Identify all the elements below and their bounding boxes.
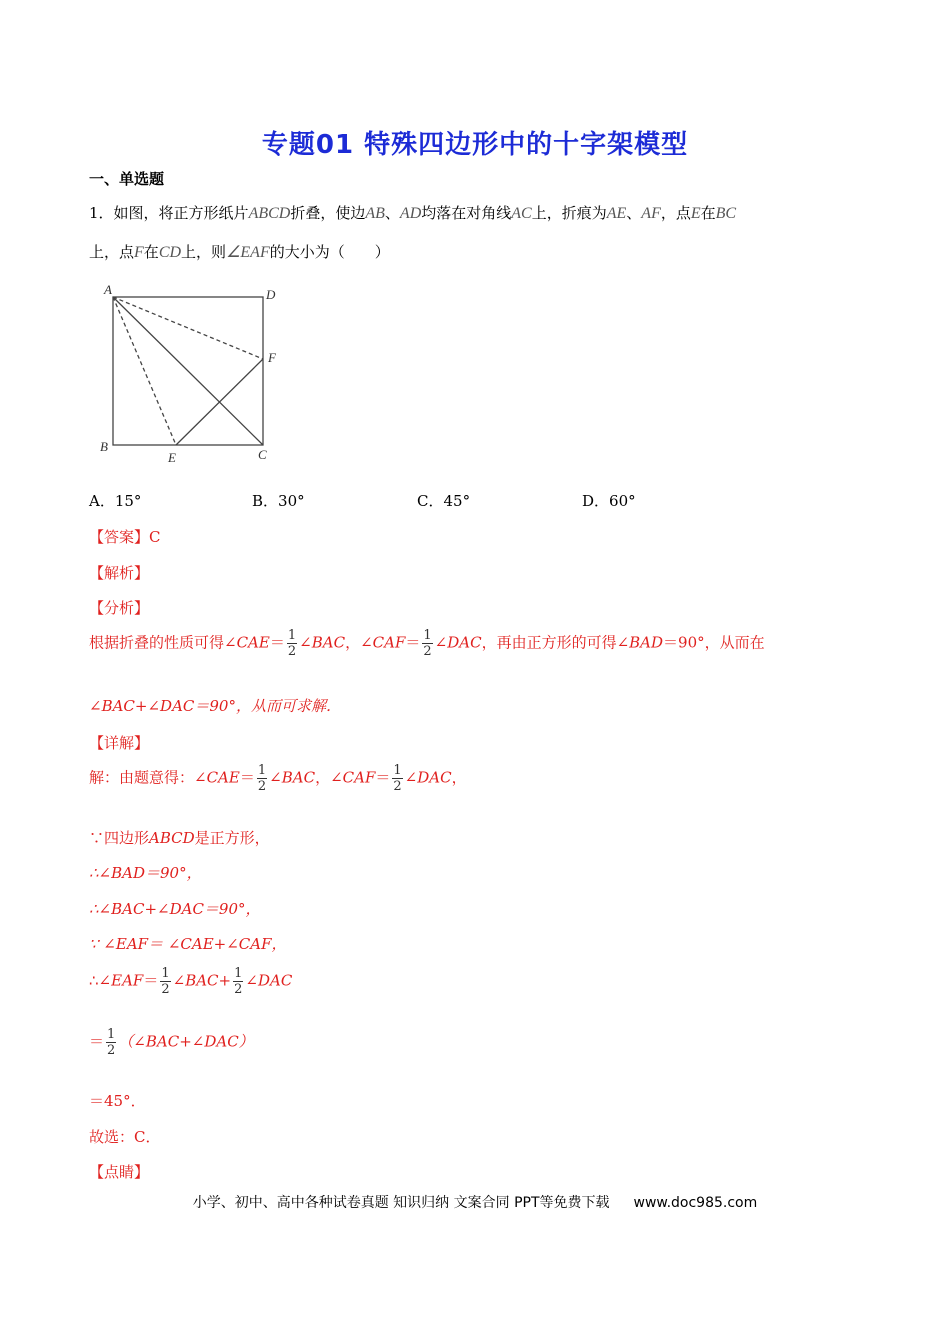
frac-num: 1: [161, 966, 170, 981]
label-d: D: [266, 287, 276, 302]
f-text: ＝: [269, 633, 285, 652]
option-value: 15°: [114, 492, 142, 510]
frac-den: 2: [287, 644, 297, 659]
option-letter: B．: [252, 492, 279, 510]
d-math: （∠BAC+∠DAC）: [118, 1032, 254, 1051]
frac-num: 1: [234, 966, 243, 981]
d-text: ＝: [375, 768, 391, 787]
f-math: CAF: [372, 633, 406, 652]
question-number: 1．: [89, 204, 114, 222]
fraction-half: [287, 628, 297, 659]
label-f: F: [268, 350, 276, 365]
section-heading: 一、单选题: [89, 170, 165, 188]
d-text: ∠: [404, 768, 418, 787]
fraction-half: [106, 1027, 116, 1058]
detail-line-8: ＝45°．: [89, 1092, 146, 1110]
f-text: 根据折叠的性质可得∠: [89, 633, 237, 652]
d-math: CAE: [206, 768, 240, 787]
math-abcd: ABCD: [248, 205, 291, 222]
math-cd: CD: [158, 244, 182, 261]
frac-num: 1: [423, 628, 432, 643]
detail-line-4: ∴∠BAC+∠DAC＝90°，: [89, 900, 261, 918]
q-text: 、: [626, 204, 642, 222]
footer-url[interactable]: www.doc985.com: [633, 1195, 758, 1211]
frac-den: 2: [423, 644, 432, 659]
d-math: EAF: [111, 971, 144, 990]
d-text: ＝: [239, 768, 255, 787]
frac-num: 1: [287, 628, 297, 643]
f-text: ＝90°，从而在: [663, 633, 765, 652]
frac-den: 2: [161, 982, 170, 997]
q-text: ，点: [660, 204, 691, 222]
fraction-half: [257, 763, 267, 794]
f-text: ∠: [434, 633, 448, 652]
math-eaf: ∠EAF: [226, 244, 270, 261]
q-text: 上，折痕为: [531, 204, 607, 222]
fenxi-label-text: 【分析】: [89, 599, 150, 617]
label-b: B: [100, 439, 108, 454]
math-f: F: [134, 244, 144, 261]
analysis-label-text: 【解析】: [89, 564, 150, 582]
d-math: BAC: [281, 768, 316, 787]
q-text: 在: [143, 243, 159, 261]
frac-den: 2: [107, 1043, 116, 1058]
q-text: 均落在对角线: [421, 204, 512, 222]
option-b[interactable]: [252, 490, 305, 511]
d-text: +: [218, 971, 232, 990]
page-footer: [0, 1192, 950, 1212]
answer-value: C: [149, 528, 161, 546]
d-text: 是正方形，: [194, 829, 270, 847]
q-text: 上，点: [89, 243, 135, 261]
answer-label: 【答案】: [89, 528, 150, 546]
frac-num: 1: [107, 1027, 116, 1042]
d-text: ＝: [89, 1032, 105, 1051]
d-text: ＝: [143, 971, 159, 990]
comment-label-text: 【点睛】: [89, 1163, 150, 1181]
d-text: ∵四边形: [89, 829, 150, 847]
diagonal-ac: [113, 297, 263, 445]
question-line-2: [89, 241, 390, 262]
footer-text: 小学、初中、高中各种试卷真题 知识归纳 文案合同 PPT等免费下载: [192, 1195, 610, 1211]
fraction-half: [422, 628, 432, 659]
q-text: 的大小为（ ）: [269, 243, 390, 261]
detail-line-7: [89, 1027, 254, 1058]
detail-line-5: ∵ ∠EAF＝ ∠CAE+∠CAF，: [89, 935, 287, 953]
comment-label: [89, 1161, 149, 1182]
fraction-half: [160, 966, 170, 997]
detail-line-3: ∴∠BAD＝90°，: [89, 864, 202, 882]
option-a[interactable]: [89, 490, 141, 511]
d-text: 解：由题意得：∠: [89, 768, 207, 787]
q-text: 在: [700, 204, 716, 222]
math-bc: BC: [715, 205, 737, 222]
fenxi-line-2: ∠BAC+∠DAC＝90°，从而可求解．: [89, 697, 341, 715]
f-math: DAC: [447, 633, 482, 652]
answer-line: [89, 526, 161, 547]
q-text: 、: [384, 204, 400, 222]
frac-num: 1: [393, 763, 402, 778]
option-value: 60°: [609, 492, 636, 510]
q-text: 上，则: [181, 243, 227, 261]
d-text: ∴∠: [89, 971, 112, 990]
label-c: C: [258, 447, 267, 462]
d-text: ，∠: [315, 768, 343, 787]
frac-den: 2: [393, 779, 402, 794]
fenxi-label: [89, 597, 149, 618]
frac-num: 1: [257, 763, 267, 778]
option-d[interactable]: [582, 490, 636, 511]
f-text: ∠: [299, 633, 312, 652]
math-ab: AB: [365, 205, 385, 222]
analysis-label: [89, 562, 149, 583]
detail-line-6: [89, 966, 292, 997]
math-af: AF: [641, 205, 661, 222]
math-ac: AC: [511, 205, 532, 222]
detail-line-1: [89, 763, 467, 794]
option-value: 30°: [278, 492, 305, 510]
option-c[interactable]: [417, 490, 470, 511]
question-line-1: [89, 202, 736, 223]
frac-den: 2: [234, 982, 243, 997]
page-title: 专题01 特殊四边形中的十字架模型: [261, 130, 689, 160]
frac-den: 2: [257, 779, 267, 794]
q-text: 如图，将正方形纸片: [113, 204, 249, 222]
q-text: 折叠，使边: [290, 204, 366, 222]
math-e: E: [690, 205, 701, 222]
d-text: ，: [451, 768, 467, 787]
f-text: ＝: [405, 633, 421, 652]
d-math: DAC: [417, 768, 452, 787]
f-text: ，再由正方形的可得∠: [481, 633, 630, 652]
detail-label: [89, 732, 149, 753]
d-math: ∠DAC: [245, 971, 293, 990]
f-math: BAD: [629, 633, 664, 652]
option-letter: A．: [89, 492, 115, 510]
option-letter: D．: [582, 492, 610, 510]
fraction-half: [392, 763, 402, 794]
f-math: BAC: [311, 633, 346, 652]
f-math: CAE: [236, 633, 270, 652]
math-ae: AE: [606, 205, 627, 222]
d-text: ∠: [269, 768, 282, 787]
detail-line-2: [89, 827, 270, 848]
fenxi-line-1: [89, 628, 765, 659]
detail-label-text: 【详解】: [89, 734, 150, 752]
label-e: E: [168, 450, 176, 465]
option-letter: C．: [417, 492, 444, 510]
option-value: 45°: [443, 492, 471, 510]
square-figure: [90, 278, 290, 468]
f-text: ，∠: [345, 633, 373, 652]
d-math: CAF: [342, 768, 376, 787]
d-math: ∠BAC: [172, 971, 219, 990]
math-ad: AD: [399, 205, 422, 222]
label-a: A: [104, 282, 112, 297]
fraction-half: [233, 966, 243, 997]
d-math: ABCD: [149, 829, 195, 847]
detail-line-9: 故选：C．: [89, 1128, 161, 1146]
